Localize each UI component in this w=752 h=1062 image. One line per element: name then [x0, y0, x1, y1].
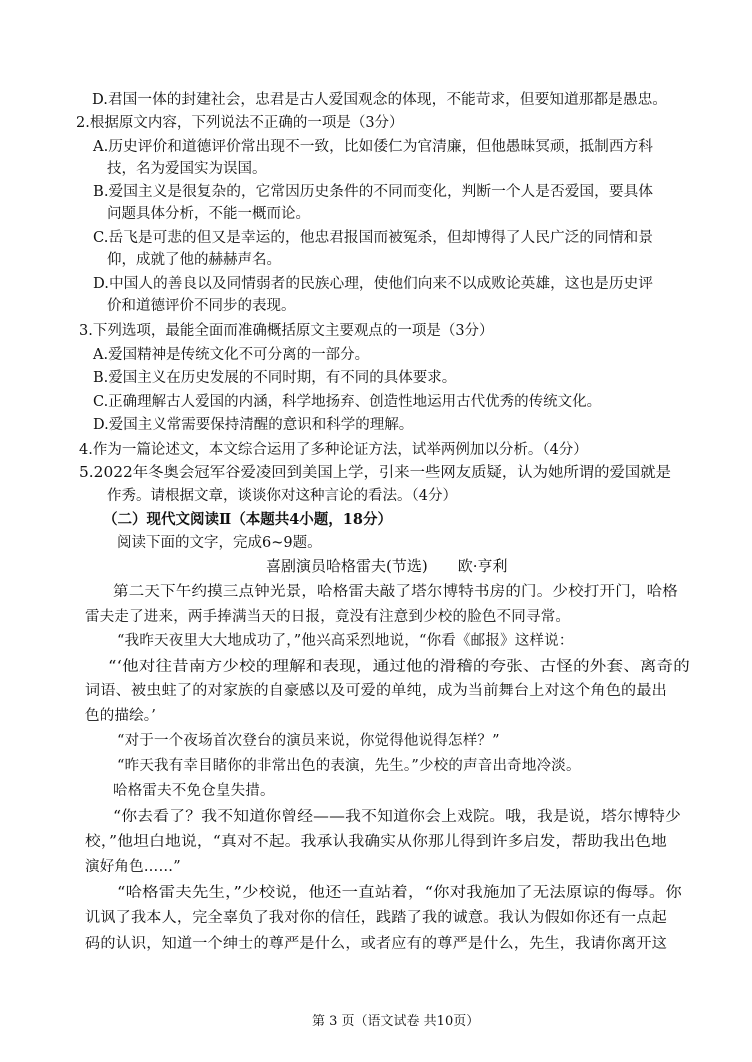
text-line: 雷夫走了进来，两手捧满当天的日报，竟没有注意到少校的脸色不同寻常。 — [85, 609, 571, 625]
text-line: D.爱国主义常需要保持清醒的意识和科学的理解。 — [93, 417, 414, 433]
text-line: B.爱国主义是很复杂的，它常因历史条件的不同而变化，判断一个人是否爱国，要具体 — [93, 184, 653, 200]
text-line: 讥讽了我本人，完全辜负了我对你的信任，践踏了我的诚意。我认为假如你还有一点起 — [85, 910, 667, 926]
text-line: 词语、被虫蛀了的对家族的自豪感以及可爱的单纯，成为当前舞台上对这个角色的最出 — [85, 683, 667, 699]
text-line: 价和道德评价不同步的表现。 — [107, 298, 296, 314]
text-line: 作秀。请根据文章，谈谈你对这种言论的看法。（4分） — [107, 488, 457, 504]
text-line: 喜剧演员哈格雷夫(节选) 欧·亨利 — [266, 557, 508, 575]
page-footer: 第 3 页（语文试卷 共10页） — [312, 1014, 480, 1029]
text-line: （二）现代文阅读Ⅱ（本题共4小题，18分） — [103, 511, 392, 528]
text-line: A.爱国精神是传统文化不可分离的一部分。 — [93, 347, 370, 363]
text-line: 校，”他坦白地说，“真对不起。我承认我确实从你那儿得到许多启发，帮助我出色地 — [85, 834, 667, 850]
text-line: 码的认识，知道一个绅士的尊严是什么，或者应有的尊严是什么，先生，我请你离开这 — [85, 936, 667, 952]
text-line: “哈格雷夫先生，”少校说，他还一直站着，“你对我施加了无法原谅的侮辱。你 — [117, 885, 682, 901]
text-line: 3.下列选项，最能全面而准确概括原文主要观点的一项是（3分） — [79, 323, 494, 339]
text-line: 色的描绘。’ — [85, 708, 157, 724]
text-line: 2.根据原文内容，下列说法不正确的一项是（3分） — [76, 115, 404, 131]
text-line: “对于一个夜场首次登台的演员来说，你觉得他说得怎样？” — [117, 733, 500, 749]
text-line: 技，名为爱国实为误国。 — [107, 161, 267, 177]
text-line: 4.作为一篇论述文，本文综合运用了多种论证方法，试举两例加以分析。（4分） — [79, 442, 588, 458]
text-line: “你去看了？我不知道你曾经——我不知道你会上戏院。哦，我是说，塔尔博特少 — [113, 809, 681, 825]
text-line: 仰，成就了他的赫赫声名。 — [107, 252, 281, 268]
text-line: “‘他对往昔南方少校的理解和表现，通过他的滑稽的夸张、古怪的外套、离奇的 — [108, 659, 690, 675]
text-line: 阅读下面的文字，完成6~9题。 — [117, 535, 322, 551]
text-line: 问题具体分析，不能一概而论。 — [107, 206, 310, 222]
text-line: D.中国人的善良以及同情弱者的民族心理，使他们向来不以成败论英雄，这也是历史评 — [93, 276, 653, 292]
text-line: “昨天我有幸目睹你的非常出色的表演，先生。”少校的声音出奇地冷淡。 — [117, 758, 581, 774]
text-line: D.君国一体的封建社会，忠君是古人爱国观念的体现，不能苛求，但要知道那都是愚忠。 — [92, 92, 667, 108]
text-line: “我昨天夜里大大地成功了，”他兴高采烈地说，“你看《邮报》这样说： — [117, 633, 574, 649]
text-line: 5.2022年冬奥会冠军谷爱凌回到美国上学，引来一些网友质疑，认为她所谓的爱国就是 — [79, 465, 671, 481]
text-line: 演好角色……” — [85, 859, 181, 875]
text-line: C.岳飞是可悲的但又是幸运的，他忠君报国而被冤杀，但却博得了人民广泛的同情和景 — [93, 230, 653, 246]
text-line: A.历史评价和道德评价常出现不一致，比如倭仁为官清廉，但他愚昧冥顽，抵制西方科 — [93, 139, 653, 155]
text-line: B.爱国主义在历史发展的不同时期，有不同的具体要求。 — [93, 370, 457, 386]
text-line: 第二天下午约摸三点钟光景，哈格雷夫敲了塔尔博特书房的门。少校打开门，哈格 — [113, 584, 678, 600]
text-line: C.正确理解古人爱国的内涵，科学地扬弃、创造性地运用古代优秀的传统文化。 — [93, 394, 602, 410]
text-line: 哈格雷夫不免仓皇失措。 — [113, 783, 275, 799]
